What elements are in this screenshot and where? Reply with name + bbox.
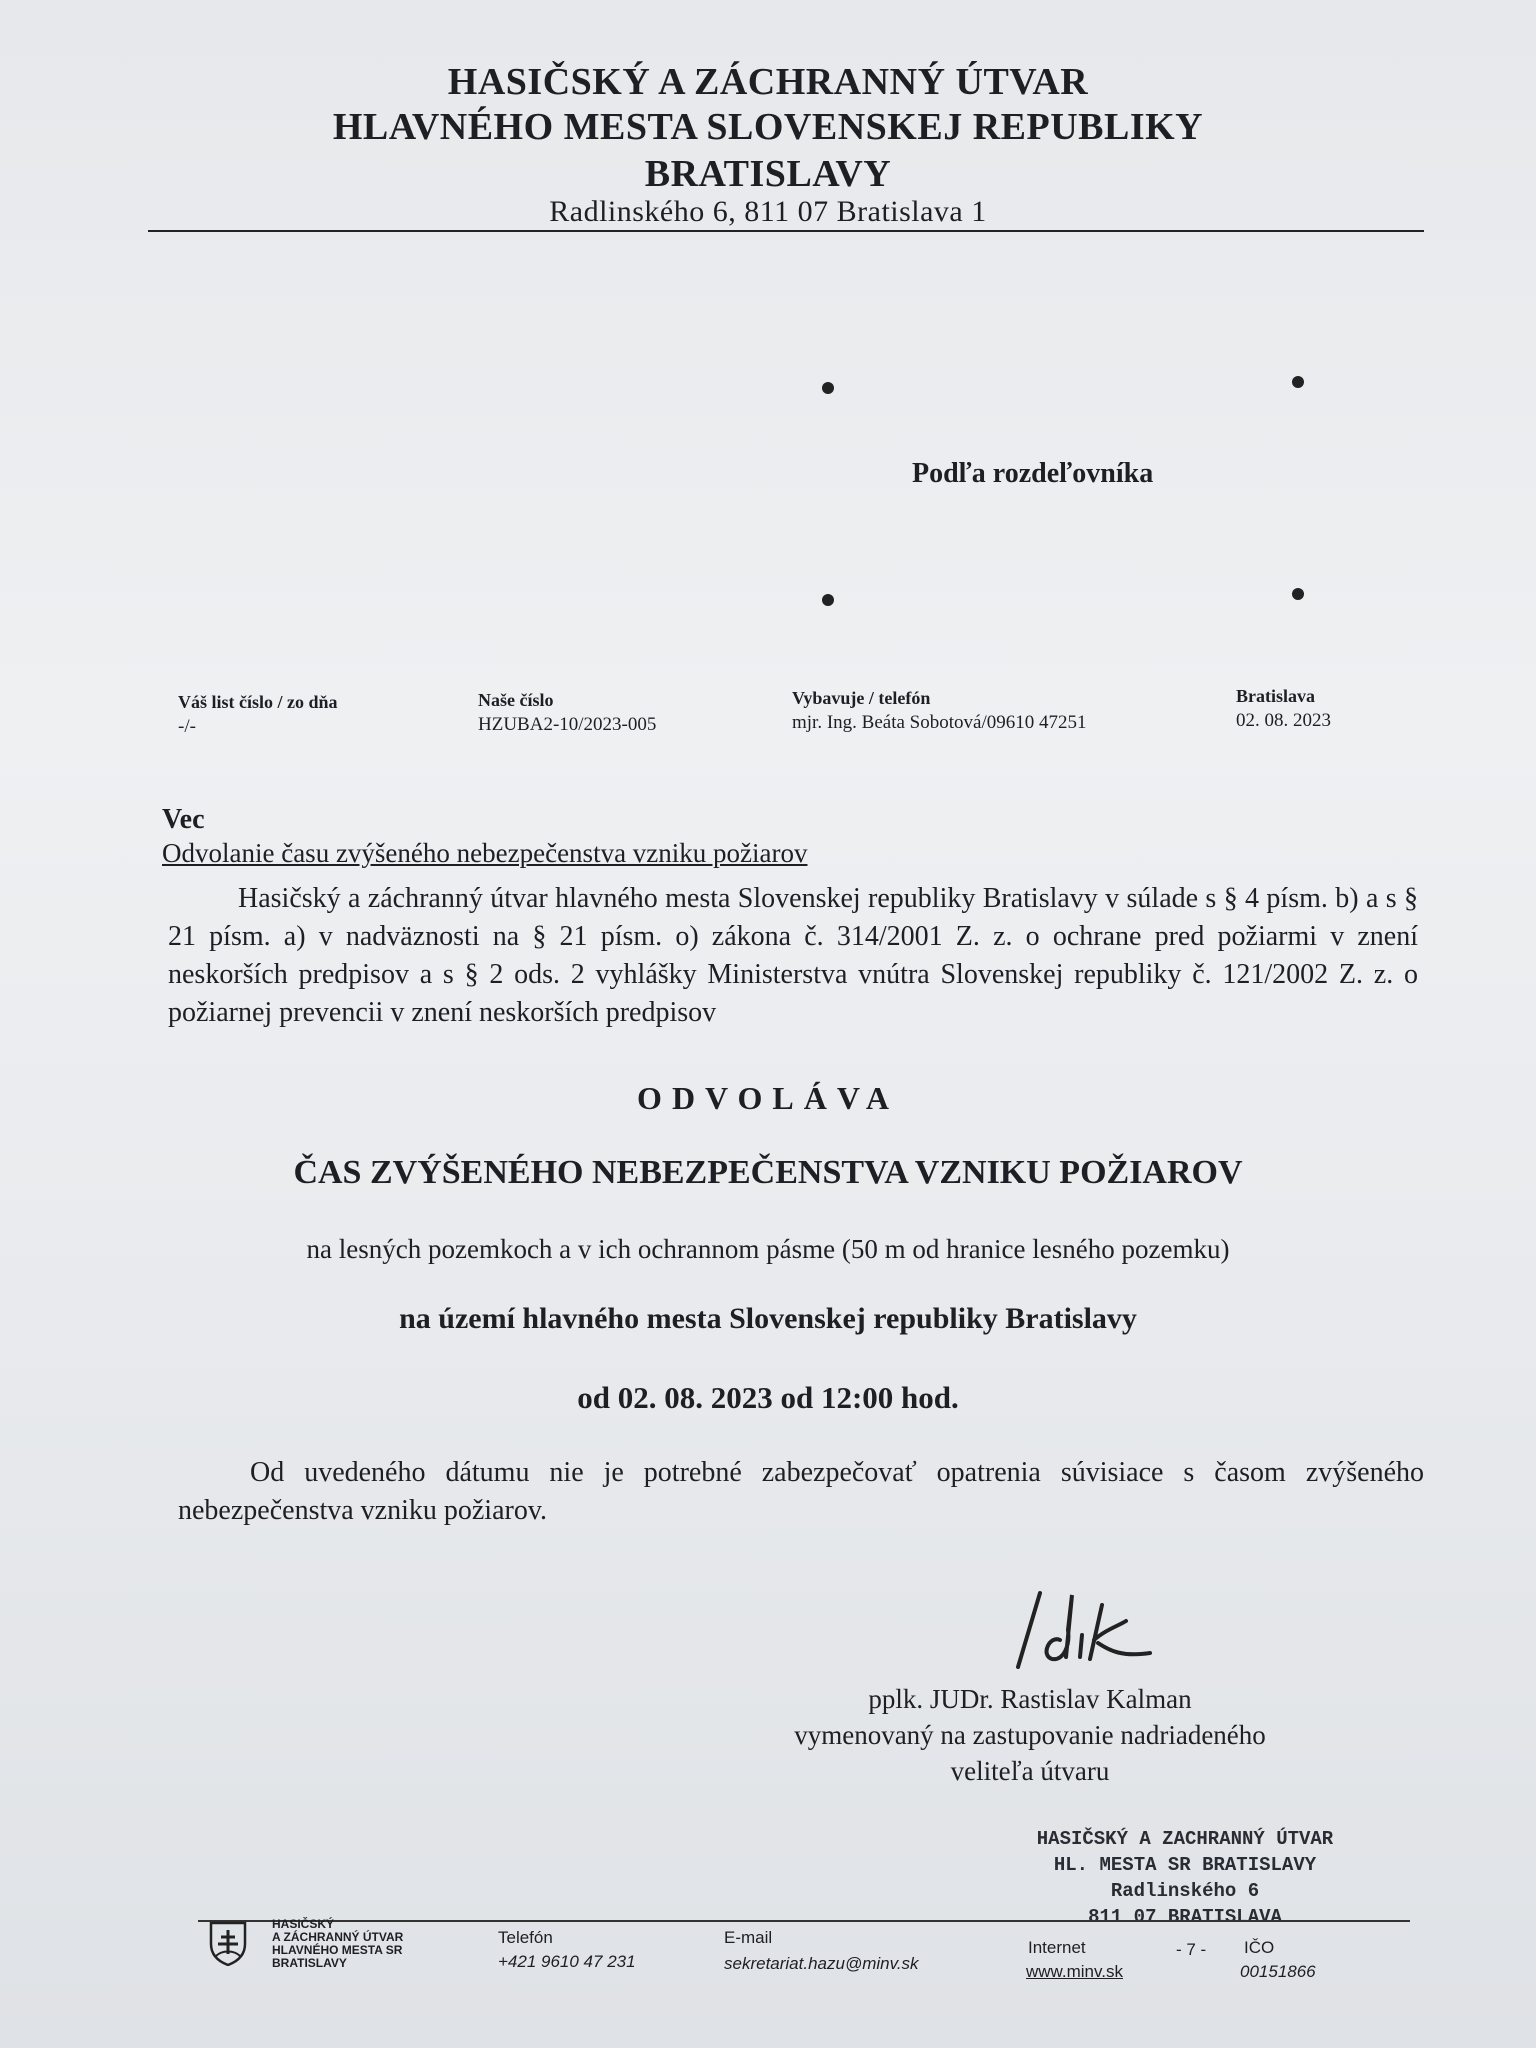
date-value: 02. 08. 2023 (1236, 710, 1331, 731)
header-address: Radlinského 6, 811 07 Bratislava 1 (549, 195, 987, 228)
footer-internet-label: Internet (1028, 1938, 1086, 1957)
decision-effective-date: od 02. 08. 2023 od 12:00 hod. (577, 1380, 959, 1415)
stamp-line-4: 811 07 BRATISLAVA (1088, 1906, 1282, 1928)
addressee: Podľa rozdeľovníka (912, 458, 1154, 489)
your-letter-label: Váš list číslo / zo dňa (178, 692, 338, 712)
window-mark-dot (1292, 376, 1304, 388)
our-number-label: Naše číslo (478, 690, 554, 710)
stamp-line-3: Radlinského 6 (1110, 1880, 1260, 1902)
subject-title: Odvolanie času zvýšeného nebezpečenstva vzniku požiarov (162, 838, 808, 868)
window-mark-dot (1292, 588, 1304, 600)
signatory-name: pplk. JUDr. Rastislav Kalman (868, 1684, 1192, 1714)
header-line-3: BRATISLAVY (644, 153, 892, 195)
footer-logo-line: HLAVNÉHO MESTA SR (272, 1943, 403, 1957)
handwritten-signature (1010, 1585, 1160, 1675)
official-stamp (1010, 1826, 1360, 1930)
footer-email-value[interactable]: sekretariat.hazu@minv.sk (724, 1954, 919, 1973)
window-mark-dot (822, 594, 834, 606)
footer-logo-line: HASIČSKÝ (272, 1917, 335, 1931)
decision-territory: na území hlavného mesta Slovenskej republiky Bratislavy (399, 1302, 1137, 1335)
header-line-2: HLAVNÉHO MESTA SLOVENSKEJ REPUBLIKY (332, 106, 1204, 148)
header-divider (148, 230, 1424, 232)
coat-of-arms-icon (208, 1920, 248, 1966)
footer-logo-line: A ZÁCHRANNÝ ÚTVAR (272, 1930, 404, 1944)
closing-paragraph: Od uvedeného dátumu nie je potrebné zabezpečovať opatrenia súvisiace s časom zvýšeného nebezpečenstva vzniku požiarov. (178, 1457, 1424, 1526)
header-line-1: HASIČSKÝ A ZÁCHRANNÝ ÚTVAR (447, 61, 1089, 103)
decision-heading: ODVOLÁVA (637, 1080, 899, 1116)
footer-ico-value: 00151866 (1240, 1962, 1316, 1981)
footer-email-label: E-mail (724, 1928, 773, 1947)
window-mark-dot (822, 382, 834, 394)
decision-subject: ČAS ZVÝŠENÉHO NEBEZPEČENSTVA VZNIKU POŽIAROV (293, 1154, 1243, 1191)
handled-by-value: mjr. Ing. Beáta Sobotová/09610 47251 (792, 712, 1087, 733)
our-number-value: HZUBA2-10/2023-005 (478, 714, 657, 735)
signatory-role-2: veliteľa útvaru (950, 1756, 1110, 1786)
decision-scope: na lesných pozemkoch a v ich ochrannom pásme (50 m od hranice lesného pozemku) (306, 1234, 1230, 1264)
place-label: Bratislava (1236, 686, 1315, 706)
footer-logo-text (272, 1918, 403, 1970)
stamp-line-1: HASIČSKÝ A ZACHRANNÝ ÚTVAR (1036, 1828, 1334, 1850)
stamp-line-2: HL. MESTA SR BRATISLAVY (1053, 1854, 1317, 1876)
handled-by-label: Vybavuje / telefón (792, 688, 931, 708)
footer-phone-value: +421 9610 47 231 (498, 1952, 636, 1971)
intro-paragraph: Hasičský a záchranný útvar hlavného mesta Slovenskej republiky Bratislavy v súlade s § 4 písm. b) a s § 21 písm. a) v nadväznosti na § 21 písm. o) zákona č. 314/2001 Z. z. o ochrane pred požiarmi v znení neskorších predpisov a s § 2 ods. 2 vyhlášky Ministerstva vnútra Slovenskej republiky č. 121/2002 Z. z. o požiarnej prevencii v znení neskorších predpisov (168, 883, 1418, 1028)
footer-logo-line: BRATISLAVY (272, 1956, 347, 1970)
subject-label: Vec (162, 804, 205, 835)
footer-phone-label: Telefón (498, 1928, 553, 1947)
page-number: - 7 - (1176, 1940, 1207, 1959)
your-letter-value: -/- (178, 716, 196, 737)
footer-internet-link[interactable]: www.minv.sk (1026, 1962, 1123, 1981)
signatory-role: vymenovaný na zastupovanie nadriadeného (794, 1720, 1266, 1750)
footer-ico-label: IČO (1244, 1938, 1275, 1957)
